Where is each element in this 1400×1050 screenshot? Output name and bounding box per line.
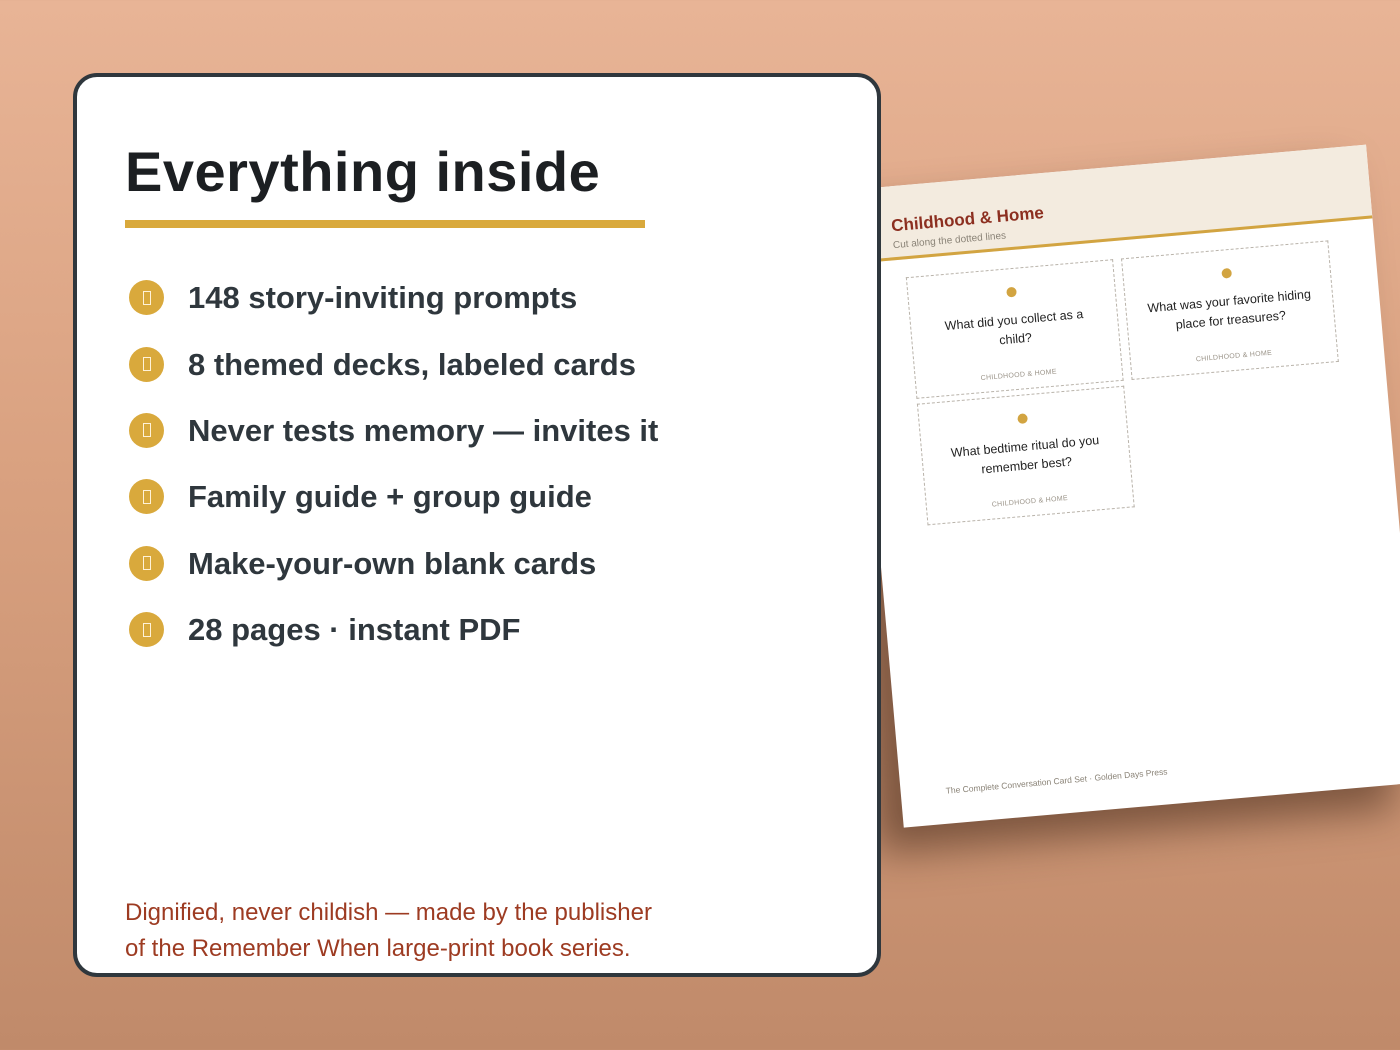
prompt-card <box>906 259 1124 399</box>
feature-bullet-icon <box>129 413 164 448</box>
feature-card <box>73 73 881 977</box>
sheet-title: Childhood & Home <box>890 203 1045 236</box>
feature-bullet-icon <box>129 280 164 315</box>
card-dot-icon <box>1221 268 1232 279</box>
prompt-deck-tag: CHILDHOOD & HOME <box>980 368 1058 383</box>
sheet-footer: The Complete Conversation Card Set · Golden Days Press <box>945 766 1168 796</box>
feature-text: 148 story-inviting prompts <box>188 280 578 316</box>
feature-text: Make-your-own blank cards <box>188 545 597 581</box>
feature-bullet-icon <box>129 612 164 647</box>
feature-text: Never tests memory — invites it <box>188 413 659 449</box>
card-sheet-preview <box>848 145 1400 828</box>
prompt-question: What bedtime ritual do you remember best? <box>950 433 1100 477</box>
prompt-question: What was your favorite hiding place for treasures? <box>1146 287 1312 333</box>
feature-bullet-icon <box>129 479 164 514</box>
prompt-deck-tag: CHILDHOOD & HOME <box>1195 349 1273 364</box>
feature-bullet-icon <box>129 347 164 382</box>
prompt-card <box>917 386 1135 526</box>
feature-text: Family guide + group guide <box>188 479 592 515</box>
tagline-line-1: Dignified, never childish — made by the publisher <box>125 899 652 926</box>
feature-text: 8 themed decks, labeled cards <box>188 346 636 382</box>
tagline-line-2: of the Remember When large-print book series. <box>125 935 631 962</box>
feature-bullet-icon <box>129 546 164 581</box>
prompt-question: What did you collect as a child? <box>944 307 1084 348</box>
sheet-subtitle: Cut along the dotted lines <box>892 230 1007 252</box>
prompt-deck-tag: CHILDHOOD & HOME <box>991 495 1069 509</box>
headline-underline <box>125 220 645 228</box>
card-dot-icon <box>1017 413 1028 424</box>
tagline <box>125 895 765 967</box>
card-dot-icon <box>1006 287 1017 298</box>
feature-text: 28 pages · instant PDF <box>188 612 521 648</box>
prompt-card <box>1121 240 1339 380</box>
headline: Everything inside <box>125 140 601 203</box>
